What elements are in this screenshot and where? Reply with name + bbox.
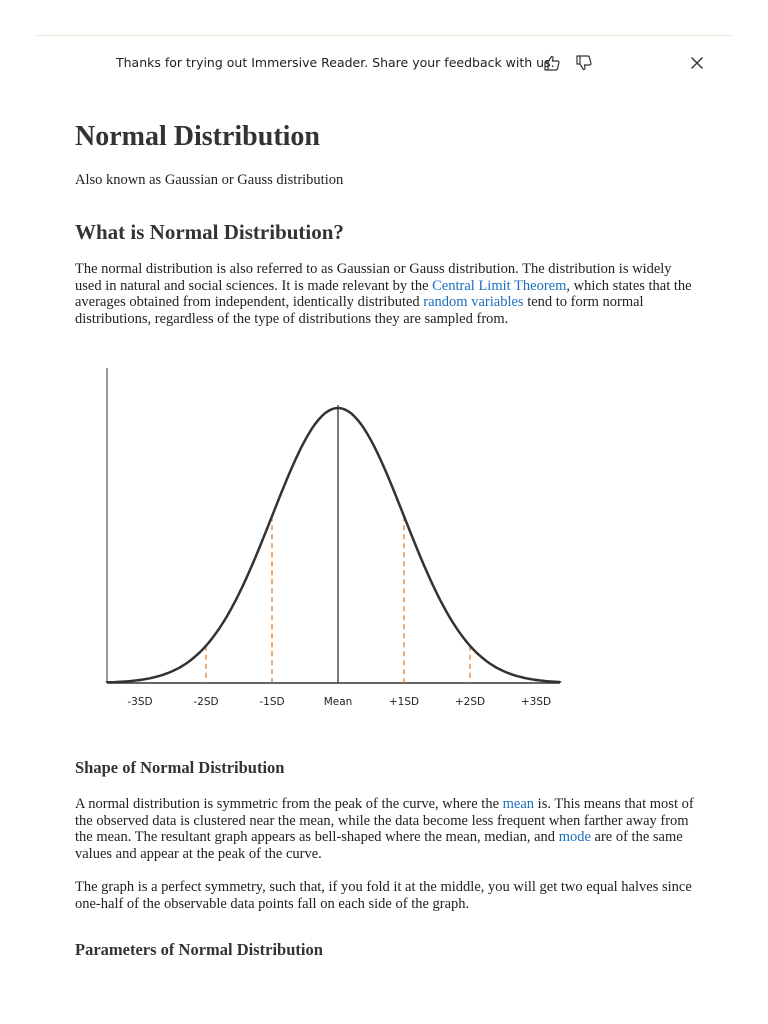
tick-label--2SD: -2SD [193, 696, 219, 708]
page-subtitle: Also known as Gaussian or Gauss distribution [75, 172, 344, 188]
feedback-message: Thanks for trying out Immersive Reader. Share your feedback with us. [116, 55, 555, 70]
section-heading-parameters: Parameters of Normal Distribution [75, 940, 323, 959]
thumbs-up-icon[interactable] [541, 52, 563, 74]
bell-curve [107, 408, 560, 683]
mode-link[interactable]: mode [558, 829, 591, 845]
feedback-banner [0, 50, 768, 76]
thumbs-down-icon[interactable] [573, 52, 595, 74]
random-variables-link[interactable]: random variables [423, 294, 524, 310]
section-heading-what-is: What is Normal Distribution? [75, 220, 344, 244]
tick-label-+3SD: +3SD [520, 696, 552, 708]
shape-section [75, 757, 695, 912]
close-icon[interactable] [686, 52, 708, 74]
top-divider [37, 35, 731, 36]
symmetry-paragraph: The graph is a perfect symmetry, such that, if you fold it at the middle, you will get two equal halves since one-half of the observable data points fall on each side of the graph. [75, 879, 692, 912]
central-limit-theorem-link[interactable]: Central Limit Theorem [432, 277, 567, 294]
tick-label--3SD: -3SD [127, 696, 153, 708]
parameters-section [75, 939, 695, 961]
tick-label--1SD: -1SD [259, 696, 285, 708]
article [75, 110, 695, 959]
tick-label-Mean: Mean [323, 696, 353, 708]
normal-distribution-chart [75, 363, 575, 713]
intro-paragraph: The normal distribution is also referred to as Gaussian or Gauss distribution. The distribution is widely used in natural and social sciences. It is made relevant by the Central Limit Theorem, which states that the averages obtained from independent, identically distributed random variables tend to form normal distributions, regardless of the type of distributions they are sampled from. [75, 261, 692, 327]
tick-label-+2SD: +2SD [454, 696, 486, 708]
section-heading-shape: Shape of Normal Distribution [75, 758, 285, 777]
page-title: Normal Distribution [75, 121, 320, 152]
shape-paragraph: A normal distribution is symmetric from the peak of the curve, where the mean is. This means that most of the observed data is clustered near the mean, while the data become less frequent when farther away from the mean. The resultant graph appears as bell-shaped where the mean, median, and mode are of the same values and appear at the peak of the curve. [75, 796, 694, 862]
tick-label-+1SD: +1SD [388, 696, 420, 708]
mean-link[interactable]: mean [502, 796, 535, 812]
